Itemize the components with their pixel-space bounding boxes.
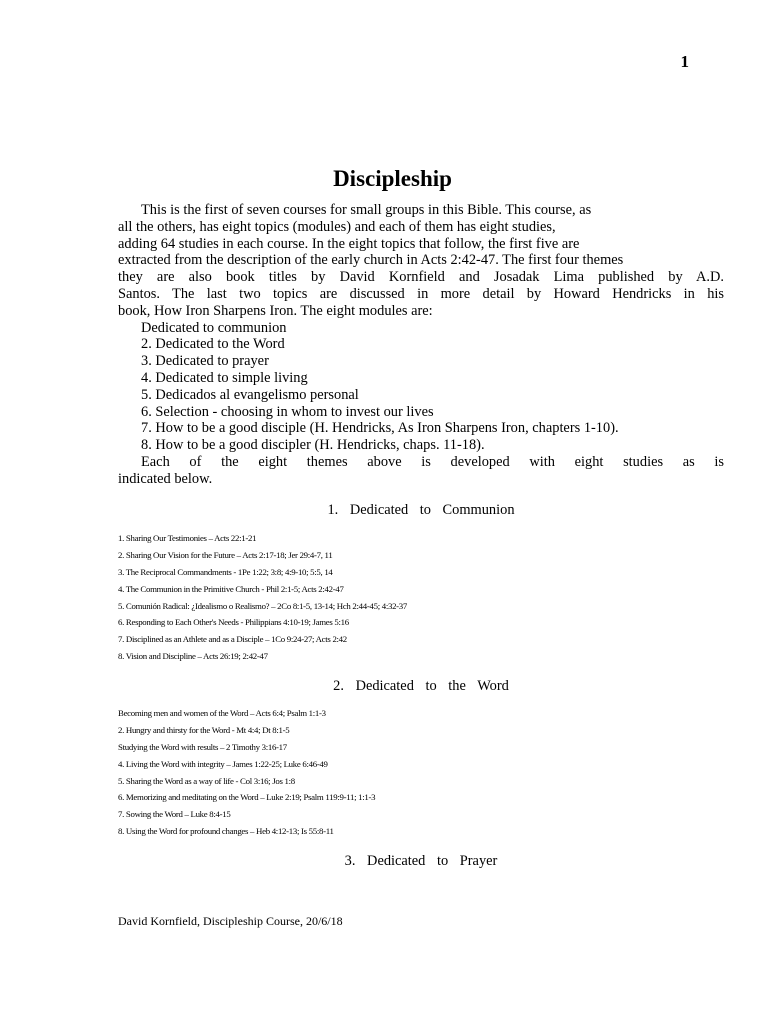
list-item: 1. Sharing Our Testimonies – Acts 22:1-21 xyxy=(118,533,257,543)
section-heading-communion: 1. Dedicated to Communion xyxy=(327,502,515,518)
study-list-communion xyxy=(118,530,718,665)
list-item: 5. Sharing the Word as a way of life - Col 3:16; Jos 1:8 xyxy=(118,775,295,786)
list-item: Becoming men and women of the Word – Acts 6:4; Psalm 1:1-3 xyxy=(118,708,326,718)
intro-line: Santos. The last two topics are discussed in more detail by Howard Hendricks in his xyxy=(118,285,724,302)
list-item: 6. Responding to Each Other's Needs - Philippians 4:10-19; James 5:16 xyxy=(118,617,349,628)
page-number: 1 xyxy=(680,52,689,71)
list-item: 6. Memorizing and meditating on the Word – Luke 2:19; Psalm 119:9-11; 1:1-3 xyxy=(118,792,376,803)
closing-line: Each of the eight themes above is developed with eight studies as is xyxy=(141,453,724,470)
page-title: Discipleship xyxy=(333,166,452,191)
list-item: 2. Hungry and thirsty for the Word - Mt 4:4; Dt 8:1-5 xyxy=(118,724,290,735)
list-item: Studying the Word with results – 2 Timothy 3:16-17 xyxy=(118,741,287,752)
list-item: 8. Vision and Discipline – Acts 26:19; 2:42-47 xyxy=(118,651,268,662)
list-item: 7. Sowing the Word – Luke 8:4-15 xyxy=(118,809,231,820)
list-item: 2. Sharing Our Vision for the Future – Acts 2:17-18; Jer 29:4-7, 11 xyxy=(118,549,333,560)
intro-line: extracted from the description of the early church in Acts 2:42-47. The first four themes xyxy=(118,252,624,269)
intro-line: adding 64 studies in each course. In the eight topics that follow, the first five are xyxy=(118,235,580,252)
list-item: 8. Using the Word for profound changes – Heb 4:12-13; Is 55:8-11 xyxy=(118,826,334,837)
module-item: 5. Dedicados al evangelismo personal xyxy=(141,386,359,403)
intro-line: all the others, has eight topics (modules) and each of them has eight studies, xyxy=(118,218,556,235)
intro-text xyxy=(118,202,724,488)
module-item: Dedicated to communion xyxy=(141,319,287,336)
module-item: 6. Selection - choosing in whom to invest our lives xyxy=(141,403,434,420)
intro-line: they are also book titles by David Kornfield and Josadak Lima published by A.D. xyxy=(118,269,724,286)
module-item: 4. Dedicated to simple living xyxy=(141,369,308,386)
intro-line: This is the first of seven courses for small groups in this Bible. This course, as xyxy=(141,202,592,218)
study-list-word xyxy=(118,705,718,840)
list-item: 3. The Reciprocal Commandments - 1Pe 1:22; 3:8; 4:9-10; 5:5, 14 xyxy=(118,566,333,577)
section-heading-prayer: 3. Dedicated to Prayer xyxy=(344,853,498,869)
list-item: 5. Comunión Radical: ¿Idealismo o Realismo? – 2Co 8:1-5, 13-14; Hch 2:44-45; 4:32-37 xyxy=(118,600,408,611)
module-item: 2. Dedicated to the Word xyxy=(141,336,285,353)
list-item: 4. Living the Word with integrity – James 1:22-25; Luke 6:46-49 xyxy=(118,758,328,769)
section-heading-word: 2. Dedicated to the Word xyxy=(333,678,509,694)
closing-line: indicated below. xyxy=(118,470,213,487)
list-item: 4. The Communion in the Primitive Church - Phil 2:1-5; Acts 2:42-47 xyxy=(118,583,344,594)
module-item: 7. How to be a good disciple (H. Hendricks, As Iron Sharpens Iron, chapters 1-10). xyxy=(141,420,619,437)
module-item: 8. How to be a good discipler (H. Hendricks, chaps. 11-18). xyxy=(141,437,485,454)
module-item: 3. Dedicated to prayer xyxy=(141,353,269,370)
page-footer: David Kornfield, Discipleship Course, 20/6/18 xyxy=(118,914,343,928)
list-item: 7. Disciplined as an Athlete and as a Disciple – 1Co 9:24-27; Acts 2:42 xyxy=(118,634,347,645)
intro-line: book, How Iron Sharpens Iron. The eight modules are: xyxy=(118,302,433,319)
